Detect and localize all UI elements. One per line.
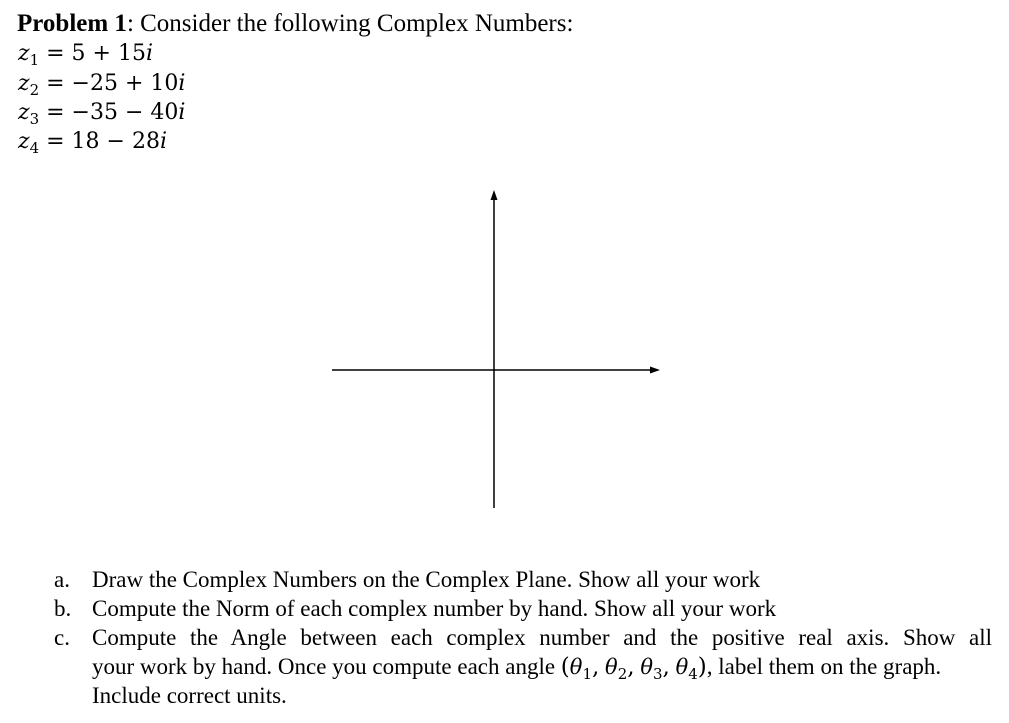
z1-sub: 1: [29, 51, 40, 69]
theta-4: [675, 655, 698, 683]
theta-3-symbol: θ: [640, 655, 653, 679]
task-c-line-2-before: your work by hand. Once you compute each angle: [92, 654, 561, 679]
theta-2: [605, 655, 628, 683]
z4-var: z: [18, 129, 30, 154]
theta-2-symbol: θ: [605, 655, 618, 679]
z3-imag: i: [178, 100, 186, 125]
real-axis-arrow: [650, 367, 660, 374]
z1-expr: = 5 + 15: [39, 41, 146, 66]
z1-imag: i: [145, 41, 154, 66]
z2-var: z: [18, 71, 30, 96]
theta-open-paren: (: [560, 654, 570, 680]
z2-expr: = −25 + 10: [39, 71, 179, 96]
task-c-line-3: Include correct units.: [92, 683, 287, 708]
task-b: [54, 594, 777, 623]
z1-var: z: [18, 41, 30, 66]
theta-1-symbol: θ: [569, 655, 583, 679]
task-b-letter: b.: [54, 596, 72, 621]
theta-4-symbol: θ: [675, 655, 689, 679]
theta-3: [640, 655, 663, 683]
z2-imag: i: [178, 71, 186, 96]
theta-1: [569, 655, 592, 683]
z3-expr: = −35 − 40: [39, 100, 179, 125]
task-a: [54, 565, 761, 594]
task-a-letter: a.: [54, 567, 70, 592]
task-c-line-2-after: , label them on the graph.: [706, 654, 942, 679]
task-c: [54, 623, 92, 652]
theta-3-sub: 3: [652, 665, 663, 683]
z4-sub: 4: [29, 139, 40, 157]
z4-imag: i: [159, 129, 168, 154]
task-b-text: Compute the Norm of each complex number by hand. Show all your work: [92, 596, 777, 621]
theta-close-paren: ): [697, 654, 707, 680]
problem-title-bold: Problem 1: [17, 10, 127, 37]
theta-4-sub: 4: [688, 665, 698, 683]
task-c-letter: c.: [54, 625, 70, 650]
theta-comma-2: ,: [627, 654, 635, 680]
theta-comma-1: ,: [591, 654, 600, 680]
task-a-text: Draw the Complex Numbers on the Complex Plane. Show all your work: [92, 567, 761, 592]
imaginary-axis-arrow: [491, 190, 498, 200]
problem-title-rest: : Consider the following Complex Numbers:: [126, 10, 574, 37]
theta-1-sub: 1: [582, 665, 592, 683]
z3-var: z: [18, 100, 30, 125]
task-c-line-2: [92, 652, 941, 682]
task-c-line-1: Compute the Angle between each complex number and the positive real axis. Show all: [92, 625, 992, 650]
z3-sub: 3: [29, 110, 40, 128]
theta-2-sub: 2: [617, 665, 628, 683]
z2-sub: 2: [29, 81, 40, 99]
z4-expr: = 18 − 28: [39, 129, 160, 154]
theta-comma-3: ,: [662, 654, 670, 680]
